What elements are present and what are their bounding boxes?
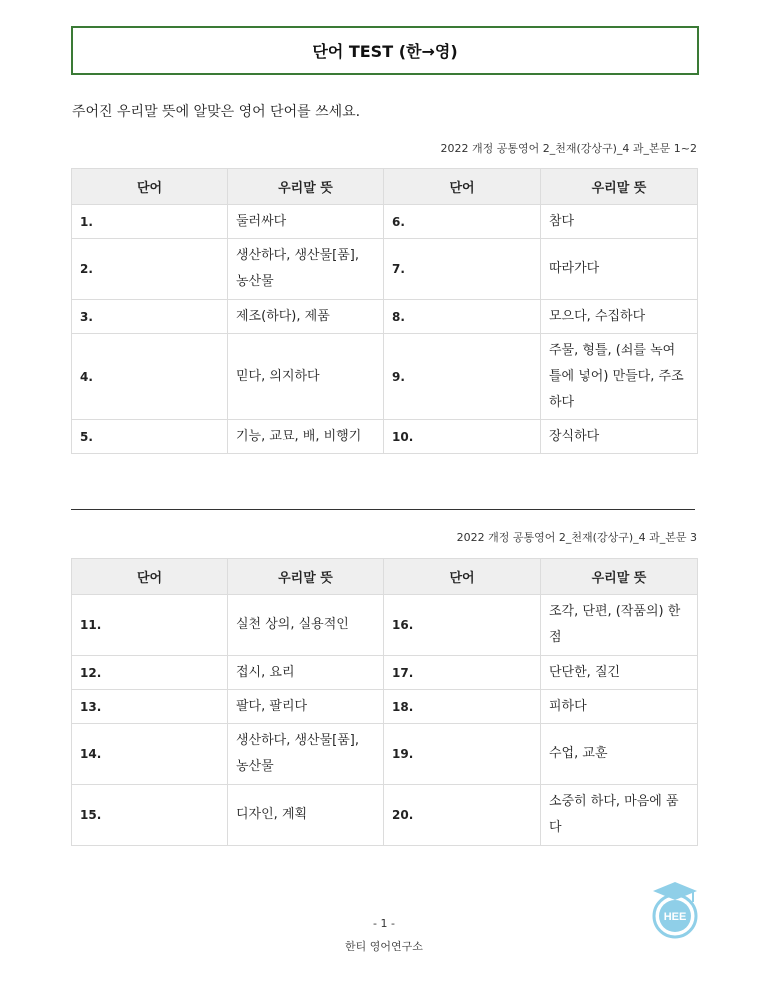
table-row: [72, 334, 698, 420]
item-meaning: 피하다: [541, 690, 698, 724]
item-number: 14.: [72, 724, 228, 785]
item-meaning: 참다: [541, 205, 698, 239]
item-meaning: 소중히 하다, 마음에 품다: [541, 785, 698, 846]
item-number: 4.: [72, 334, 228, 420]
item-meaning: 생산하다, 생산물[품], 농산물: [228, 239, 384, 300]
section-divider: [71, 509, 695, 510]
table-header-row: [72, 169, 698, 205]
header-word: 단어: [72, 169, 228, 205]
item-number: 3.: [72, 300, 228, 334]
hee-logo: [649, 880, 701, 940]
item-meaning: 조각, 단편, (작품의) 한 점: [541, 595, 698, 656]
vocab-table-1: [71, 168, 698, 454]
header-meaning: 우리말 뜻: [541, 169, 698, 205]
item-meaning: 주물, 형틀, (쇠를 녹여 틀에 넣어) 만들다, 주조하다: [541, 334, 698, 420]
table-row: [72, 690, 698, 724]
item-meaning: 모으다, 수집하다: [541, 300, 698, 334]
item-meaning: 둘러싸다: [228, 205, 384, 239]
item-meaning: 팔다, 팔리다: [228, 690, 384, 724]
table-row: [72, 656, 698, 690]
item-meaning: 디자인, 계획: [228, 785, 384, 846]
table-header-row: [72, 559, 698, 595]
item-number: 10.: [384, 420, 541, 454]
logo-text: HEE: [663, 911, 687, 923]
item-number: 16.: [384, 595, 541, 656]
item-meaning: 접시, 요리: [228, 656, 384, 690]
item-number: 20.: [384, 785, 541, 846]
item-meaning: 믿다, 의지하다: [228, 334, 384, 420]
item-number: 13.: [72, 690, 228, 724]
table-row: [72, 420, 698, 454]
page-title: 단어 TEST (한→영): [71, 26, 699, 75]
item-meaning: 따라가다: [541, 239, 698, 300]
section2-source: 2022 개정 공통영어 2_천재(강상구)_4 과_본문 3: [456, 531, 697, 544]
header-word: 단어: [72, 559, 228, 595]
section1-source: 2022 개정 공통영어 2_천재(강상구)_4 과_본문 1~2: [440, 142, 697, 155]
item-number: 1.: [72, 205, 228, 239]
header-word: 단어: [384, 559, 541, 595]
item-number: 17.: [384, 656, 541, 690]
item-meaning: 제조(하다), 제품: [228, 300, 384, 334]
table-row: [72, 724, 698, 785]
item-number: 7.: [384, 239, 541, 300]
footer-organization: 한티 영어연구소: [345, 940, 423, 953]
item-meaning: 장식하다: [541, 420, 698, 454]
item-number: 19.: [384, 724, 541, 785]
item-number: 18.: [384, 690, 541, 724]
instruction-text: 주어진 우리말 뜻에 알맞은 영어 단어를 쓰세요.: [72, 104, 361, 120]
table-row: [72, 239, 698, 300]
item-number: 12.: [72, 656, 228, 690]
item-meaning: 생산하다, 생산물[품], 농산물: [228, 724, 384, 785]
header-meaning: 우리말 뜻: [541, 559, 698, 595]
table-row: [72, 300, 698, 334]
table-row: [72, 595, 698, 656]
item-meaning: 실천 상의, 실용적인: [228, 595, 384, 656]
table-row: [72, 785, 698, 846]
item-number: 6.: [384, 205, 541, 239]
vocab-table-2: [71, 558, 698, 846]
header-word: 단어: [384, 169, 541, 205]
header-meaning: 우리말 뜻: [228, 559, 384, 595]
item-number: 11.: [72, 595, 228, 656]
item-number: 8.: [384, 300, 541, 334]
item-meaning: 단단한, 질긴: [541, 656, 698, 690]
item-meaning: 기능, 교묘, 배, 비행기: [228, 420, 384, 454]
item-number: 15.: [72, 785, 228, 846]
table-row: [72, 205, 698, 239]
header-meaning: 우리말 뜻: [228, 169, 384, 205]
item-number: 9.: [384, 334, 541, 420]
item-meaning: 수업, 교훈: [541, 724, 698, 785]
page-number: - 1 -: [373, 917, 395, 930]
item-number: 5.: [72, 420, 228, 454]
item-number: 2.: [72, 239, 228, 300]
